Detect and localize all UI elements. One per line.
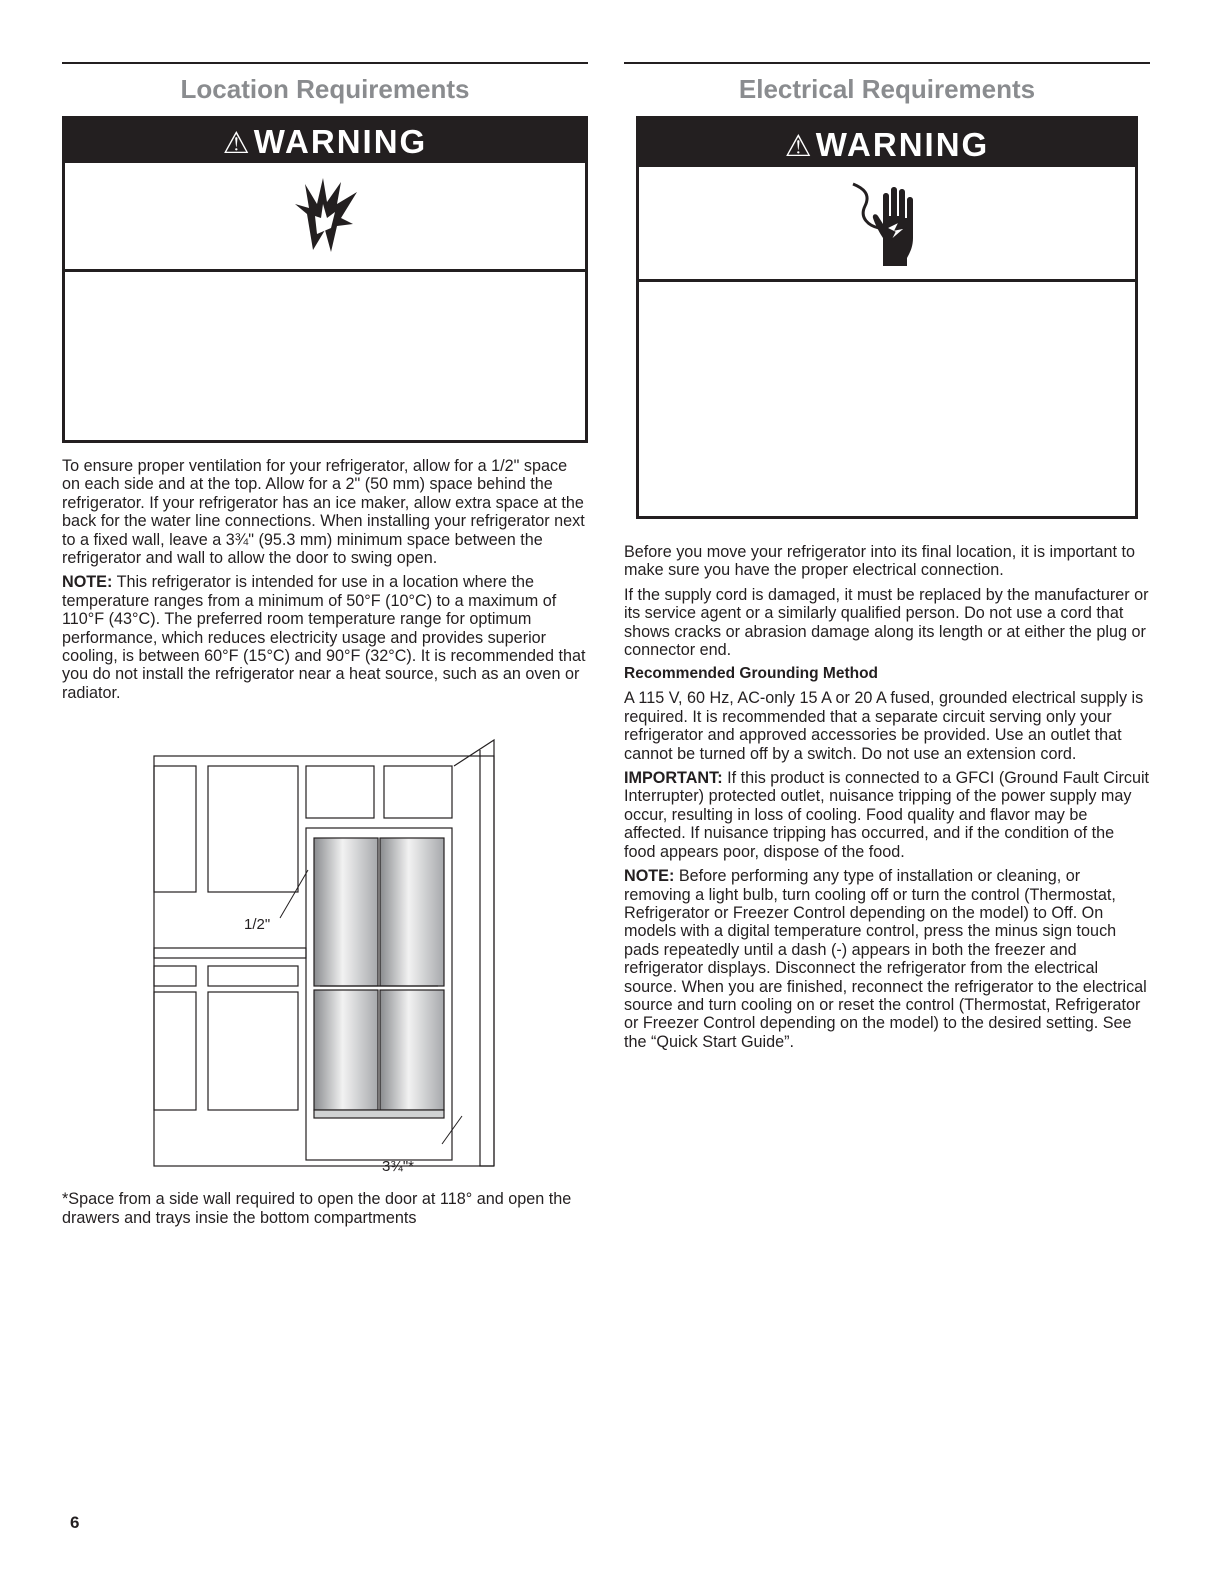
note-label: NOTE: — [624, 867, 675, 886]
warning-body — [65, 272, 585, 440]
section-rule — [62, 62, 588, 64]
grounding-heading: Recommended Grounding Method — [624, 665, 879, 683]
warning-header — [639, 119, 1135, 167]
connection-paragraph: Before you move your refrigerator into its final location, it is important to make sure you have the proper electrical connection. — [624, 543, 1136, 580]
warning-label: WARNING — [815, 126, 990, 163]
ventilation-paragraph: To ensure proper ventilation for your refrigerator, allow for a 1/2" space on each side and at the top. Allow for a 2" (50 mm) space behind the refrigerator. If your refrigerator has an ice maker, allow extra space at the back for the water line connections. When installing your refrigerator next to a fixed wall, leave a 3¾" (95.3 mm) minimum space between the refrigerator and wall to allow the door to swing open. — [62, 457, 585, 568]
side-clearance-label: 1/2" — [244, 916, 271, 934]
refrigerator-clearance-diagram — [62, 720, 588, 1176]
warning-body — [639, 282, 1135, 516]
installation-figure — [62, 720, 588, 1176]
note-text: Before performing any type of installation or cleaning, or removing a light bulb, turn cooling off or turn the control (Thermostat, Refrigerator or Freezer Control depending on the model) to Off. On models with a digital temperature control, press the minus sign touch pads repeatedly until a dash (-) appears in both the freezer and refrigerator displays. Disconnect the refrigerator from the electrical source. When you are finished, reconnect the refrigerator to the electrical source and turn cooling on or reset the control (Thermostat, Refrigerator or Freezer Control depending on the model) to the desired setting. See the “Quick Start Guide”. — [624, 867, 1147, 1051]
supply-cord-paragraph: If the supply cord is damaged, it must be replaced by the manufacturer or its service agent or a similarly qualified person. Do not use a cord that shows cracks or abrasion damage along its length or at either the plug or connector end. — [624, 585, 1149, 660]
warning-triangle-icon: ⚠ — [784, 130, 814, 163]
warning-label: WARNING — [253, 123, 428, 160]
grounding-paragraph: A 115 V, 60 Hz, AC-only 15 A or 20 A fused, grounded electrical supply is required. It is recommended that a separate circuit serving only your refrigerator and approved accessories be provided. Use an outlet that cannot be turned off by a switch. Do not use an extension cord. — [624, 689, 1144, 763]
warning-box — [636, 116, 1138, 519]
section-title: Electrical Requirements — [738, 74, 1036, 104]
explosion-icon — [283, 174, 367, 258]
important-text: If this product is connected to a GFCI (Ground Fault Circuit Interrupter) protected outlet, nuisance tripping of the power supply may occur, resulting in loss of cooling. Food quality and flavor may be affected. If nuisance tripping has occurred, and if the condition of the food appears poor, dispose of the food. — [624, 769, 1150, 861]
wall-clearance-label: 3¾"* — [382, 1158, 415, 1176]
warning-icon-row — [639, 167, 1135, 282]
warning-triangle-icon: ⚠ — [222, 127, 252, 160]
electrical-text — [624, 543, 1150, 1051]
note-paragraph — [624, 867, 1150, 1051]
electric-shock-icon — [843, 178, 931, 268]
important-paragraph — [624, 769, 1150, 861]
location-requirements-section — [62, 62, 588, 1233]
important-label: IMPORTANT: — [624, 769, 723, 788]
warning-header — [65, 119, 585, 163]
warning-box — [62, 116, 588, 443]
page-number: 6 — [70, 1513, 80, 1532]
note-text: This refrigerator is intended for use in a location where the temperature ranges from a minimum of 50°F (10°C) to a maximum of 110°F (43°C). The preferred room temperature range for optimum performance, which reduces electricity usage and provides superior cooling, is between 60°F (15°C) and 90°F (32°C). It is recommended that you do not install the refrigerator near a heat source, such as an oven or radiator. — [62, 573, 586, 702]
section-title: Location Requirements — [180, 74, 470, 104]
location-text — [62, 457, 588, 702]
warning-icon-row — [65, 163, 585, 272]
note-label: NOTE: — [62, 573, 113, 592]
electrical-requirements-section — [624, 62, 1150, 1057]
clearance-footnote: *Space from a side wall required to open the door at 118° and open the drawers and trays insie the bottom compartments — [62, 1190, 572, 1227]
section-rule — [624, 62, 1150, 64]
note-paragraph — [62, 573, 588, 702]
